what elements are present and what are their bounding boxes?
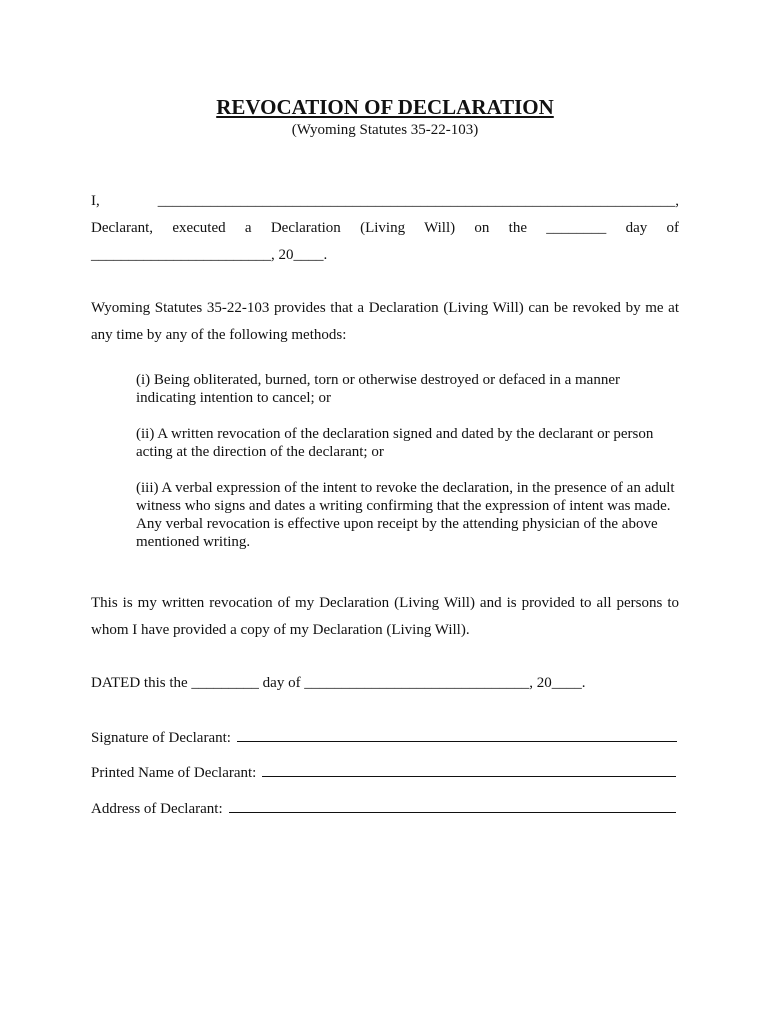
address-line[interactable] [229,798,676,813]
document-title: REVOCATION OF DECLARATION [216,95,554,119]
printed-name-field[interactable] [91,762,676,783]
signature-line[interactable] [237,727,677,742]
method-item-iii: (iii) A verbal expression of the intent to revoke the declaration, in the presence of an adult witness who signs and dates a writing confirming that the expression of intent was made. Any verbal revocation is effective upon receipt by the attending physician of the above mentioned writing. [136,480,675,550]
address-label: Address of Declarant: [91,801,223,817]
method-item-ii: (ii) A written revocation of the declaration signed and dated by the declarant or person acting at the direction of the declarant; or [136,426,654,460]
revocation-methods-list [136,371,681,551]
signature-field[interactable] [91,727,677,748]
printed-name-line[interactable] [262,762,676,777]
written-revocation-paragraph: This is my written revocation of my Declaration (Living Will) and is provided to all persons to whom I have provided a copy of my Declaration (Living Will). [91,595,679,638]
statute-paragraph: Wyoming Statutes 35-22-103 provides that a Declaration (Living Will) can be revoked by me at any time by any of the following methods: [91,300,679,343]
printed-name-label: Printed Name of Declarant: [91,765,257,781]
method-item-i: (i) Being obliterated, burned, torn or otherwise destroyed or defaced in a manner indicating intention to cancel; or [136,372,620,406]
signature-label: Signature of Declarant: [91,730,231,746]
dated-line: DATED this the _________ day of ______________________________, 20____. [91,675,586,691]
declarant-paragraph: I, _____________________________________________________________________, Declarant, executed a Declaration (Living Will) on the ________ day of ________________________, 20____. [91,193,679,263]
address-field[interactable] [91,798,676,819]
document-subtitle: (Wyoming Statutes 35-22-103) [291,122,479,138]
